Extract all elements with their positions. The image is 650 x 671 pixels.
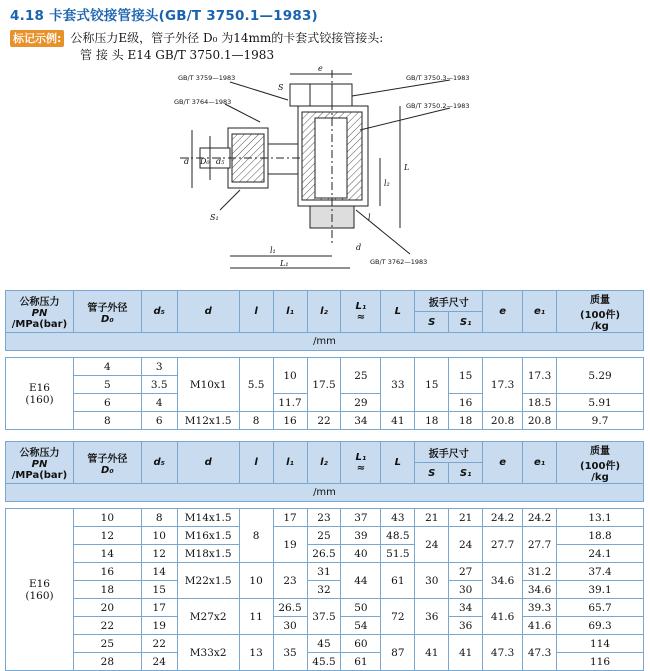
cell-S1: 27 [449,563,483,581]
cell-d5: 8 [141,509,177,527]
cell-l2: 25 [307,527,341,545]
cell-e1: 31.2 [523,563,557,581]
cell-l2: 37.5 [307,599,341,635]
cell-S: 36 [415,599,449,635]
dim-d: d [184,157,190,166]
cell-L: 41 [381,412,415,430]
drawing-label-4: GB/T 3750.2—1983 [406,102,470,110]
hdr-mass: 质量 (100件) /kg [557,442,644,484]
cell-e: 47.3 [483,635,523,671]
hdr-l2: l₂ [307,442,341,484]
hdr-L: L [381,291,415,333]
cell-L1: 44 [341,563,381,599]
cell-L1: 29 [341,394,381,412]
cell-e: 24.2 [483,509,523,527]
hdr-d5: d₅ [141,442,177,484]
cell-mass: 39.1 [557,581,644,599]
cell-d5: 3 [141,358,177,376]
example-line1: 公称压力E级，管子外径 D₀ 为14mm的卡套式铰接管接头: [70,31,384,45]
drawing-label-3: GB/T 3750.3—1983 [406,74,470,82]
cell-S1: 16 [449,394,483,412]
cell-mass: 5.29 [557,358,644,394]
cell-S1: 24 [449,527,483,563]
cell-l2: 31 [307,563,341,581]
cell-S: 15 [415,358,449,412]
grade-cell: E16 (160) [6,358,74,430]
cell-d: M12x1.5 [177,412,239,430]
cell-L: 33 [381,358,415,412]
dim-d-thread: d [356,243,362,252]
hdr-L1: L₁ ≈ [341,291,381,333]
hdr-d: d [177,442,239,484]
hdr-l1: l₁ [273,291,307,333]
cell-S: 30 [415,563,449,599]
cell-l2: 23 [307,509,341,527]
dim-L1: L₁ [280,259,289,268]
cell-d5: 12 [141,545,177,563]
cell-D0: 25 [73,635,141,653]
dim-S: S [278,83,284,92]
cell-S: 21 [415,509,449,527]
hdr-S: S [415,463,449,484]
cell-d: M33x2 [177,635,239,671]
hdr-pipe-od: 管子外径 D₀ [73,291,141,333]
cell-d5: 17 [141,599,177,617]
cell-L1: 34 [341,412,381,430]
drawing-label-5: GB/T 3762—1983 [370,258,428,266]
cell-d5: 10 [141,527,177,545]
cell-d5: 22 [141,635,177,653]
cell-L: 72 [381,599,415,635]
dim-S1: S₁ [210,213,219,222]
cell-L: 87 [381,635,415,671]
cell-D0: 6 [73,394,141,412]
cell-mass: 69.3 [557,617,644,635]
page-title: 4.18 卡套式铰接管接头(GB/T 3750.1—1983) [10,8,318,24]
cell-D0: 14 [73,545,141,563]
cell-L1: 50 [341,599,381,617]
hdr-S1: S₁ [449,463,483,484]
cell-mass: 114 [557,635,644,653]
cell-L: 48.5 [381,527,415,545]
cell-d5: 19 [141,617,177,635]
cell-L1: 40 [341,545,381,563]
cell-S1: 18 [449,412,483,430]
dim-D0: D₀ [200,157,210,166]
cell-D0: 16 [73,563,141,581]
cell-D0: 12 [73,527,141,545]
cell-mass: 9.7 [557,412,644,430]
hdr-pipe-od: 管子外径 D₀ [73,442,141,484]
cell-D0: 10 [73,509,141,527]
hdr-L1: L₁ ≈ [341,442,381,484]
cell-L: 51.5 [381,545,415,563]
cell-mass: 116 [557,653,644,671]
cell-S1: 21 [449,509,483,527]
hdr-d: d [177,291,239,333]
hdr-unit: /mm [6,484,644,502]
dim-e: e [318,64,323,73]
cell-D0: 22 [73,617,141,635]
hdr-S: S [415,312,449,333]
example-tag: 标记示例: [10,30,64,47]
cell-l: 10 [239,563,273,599]
cell-mass: 65.7 [557,599,644,617]
cell-S: 41 [415,635,449,671]
cell-d: M10x1 [177,358,239,412]
dim-d5: d₅ [216,157,225,166]
cell-d: M16x1.5 [177,527,239,545]
cell-d: M27x2 [177,599,239,635]
cell-e1: 27.7 [523,527,557,563]
hdr-wrench: 扳手尺寸 [415,291,483,312]
hdr-wrench: 扳手尺寸 [415,442,483,463]
cell-l: 8 [239,412,273,430]
hdr-L: L [381,442,415,484]
cell-e: 41.6 [483,599,523,635]
cell-e: 27.7 [483,527,523,563]
cell-D0: 8 [73,412,141,430]
cell-e1: 39.3 [523,599,557,617]
hdr-S1: S₁ [449,312,483,333]
cell-S1: 34 [449,599,483,617]
cell-d: M14x1.5 [177,509,239,527]
cell-S1: 30 [449,581,483,599]
cell-S: 18 [415,412,449,430]
cell-d5: 4 [141,394,177,412]
cell-d5: 14 [141,563,177,581]
cell-l: 5.5 [239,358,273,412]
hdr-e1: e₁ [523,442,557,484]
cell-l: 13 [239,635,273,671]
cell-S1: 41 [449,635,483,671]
cell-l2: 32 [307,581,341,599]
cell-l1: 30 [273,617,307,635]
cell-l2: 45 [307,635,341,653]
hdr-pressure: 公称压力 PN /MPa(bar) [6,442,74,484]
cell-mass: 37.4 [557,563,644,581]
hdr-l: l [239,291,273,333]
cell-l2: 26.5 [307,545,341,563]
dim-l1: l₁ [270,246,276,255]
hdr-d5: d₅ [141,291,177,333]
cell-l1: 16 [273,412,307,430]
cell-l2: 22 [307,412,341,430]
hdr-l: l [239,442,273,484]
cell-D0: 20 [73,599,141,617]
cell-d5: 6 [141,412,177,430]
cell-L1: 61 [341,653,381,671]
cell-e: 17.3 [483,358,523,412]
cell-L1: 60 [341,635,381,653]
cell-e1: 41.6 [523,617,557,635]
hdr-e: e [483,442,523,484]
cell-L: 61 [381,563,415,599]
cell-d: M18x1.5 [177,545,239,563]
cell-e1: 24.2 [523,509,557,527]
cell-S1: 15 [449,358,483,394]
drawing-label-2: GB/T 3764—1983 [174,98,232,106]
cell-e: 20.8 [483,412,523,430]
cell-e: 34.6 [483,563,523,599]
cell-mass: 18.8 [557,527,644,545]
cell-l1: 35 [273,635,307,671]
cell-l2: 45.5 [307,653,341,671]
cell-mass: 24.1 [557,545,644,563]
cell-d: M22x1.5 [177,563,239,599]
cell-l: 8 [239,509,273,563]
hdr-e1: e₁ [523,291,557,333]
cell-D0: 28 [73,653,141,671]
example-line2: 管 接 头 E14 GB/T 3750.1—1983 [80,48,275,62]
cell-e1: 18.5 [523,394,557,412]
cell-S: 24 [415,527,449,563]
cell-L1: 54 [341,617,381,635]
cell-d5: 3.5 [141,376,177,394]
joint-drawing [170,60,510,275]
cell-L1: 39 [341,527,381,545]
cell-D0: 4 [73,358,141,376]
cell-d5: 15 [141,581,177,599]
cell-e1: 20.8 [523,412,557,430]
cell-L1: 25 [341,358,381,394]
cell-L1: 37 [341,509,381,527]
spec-table-1 [5,290,644,430]
cell-mass: 5.91 [557,394,644,412]
cell-l1: 23 [273,563,307,599]
cell-L: 43 [381,509,415,527]
cell-e1: 47.3 [523,635,557,671]
cell-mass: 13.1 [557,509,644,527]
marking-example [10,30,383,64]
grade-cell: E16 (160) [6,509,74,671]
hdr-pressure: 公称压力 PN /MPa(bar) [6,291,74,333]
cell-e1: 34.6 [523,581,557,599]
cell-l1: 10 [273,358,307,394]
cell-S1: 36 [449,617,483,635]
cell-e1: 17.3 [523,358,557,394]
cell-l2: 17.5 [307,358,341,412]
cell-l1: 19 [273,527,307,563]
dim-l: l [368,213,371,222]
cell-d5: 24 [141,653,177,671]
dim-L: L [404,163,410,172]
hdr-e: e [483,291,523,333]
cell-D0: 18 [73,581,141,599]
spec-table-2 [5,441,644,671]
cell-l1: 26.5 [273,599,307,617]
cell-l: 11 [239,599,273,635]
hdr-l2: l₂ [307,291,341,333]
hdr-unit: /mm [6,333,644,351]
cell-l1: 11.7 [273,394,307,412]
hdr-mass: 质量 (100件) /kg [557,291,644,333]
hdr-l1: l₁ [273,442,307,484]
cell-l1: 17 [273,509,307,527]
cell-D0: 5 [73,376,141,394]
dim-l2: l₂ [384,179,390,188]
drawing-label-1: GB/T 3759—1983 [178,74,236,82]
